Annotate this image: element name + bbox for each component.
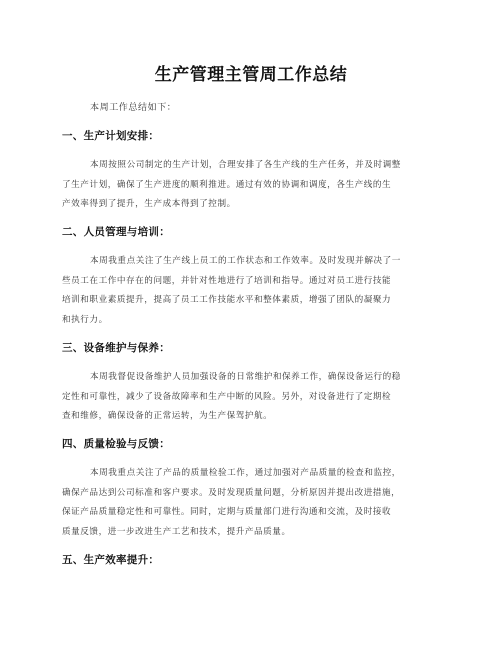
paragraph-line: 查和维修，确保设备的正常运转，为生产保驾护航。 (62, 411, 273, 421)
paragraph-line: 确保产品达到公司标准和客户要求。及时发现质量问题，分析原因并提出改进措施， (62, 487, 401, 498)
section-body (62, 464, 442, 542)
paragraph-line: 和执行力。 (62, 314, 108, 325)
paragraph-line: 质量反馈，进一步改进生产工艺和技术，提升产品质量。 (62, 526, 291, 537)
paragraph-line: 些员工在工作中存在的问题，并针对性地进行了培训和指导。通过对员工进行技能 (62, 275, 392, 286)
paragraph-line: 培训和职业素质提升，提高了员工工作技能水平和整体素质，增强了团队的凝聚力 (62, 295, 392, 305)
paragraph-line: 本周我重点关注了产品的质量检验工作，通过加强对产品质量的检查和监控， (90, 468, 401, 478)
section-efficiency-improvement (62, 552, 442, 567)
section-heading: 三、设备维护与保养： (62, 342, 170, 354)
section-staff-training (62, 224, 442, 330)
section-production-plan (62, 128, 442, 215)
paragraph-line: 了生产计划，确保了生产进度的顺利推进。通过有效的协调和调度，各生产线的生 (62, 179, 392, 190)
document-title: 生产管理主管周工作总结 (154, 65, 348, 85)
section-quality-inspection (62, 436, 442, 542)
section-body (62, 252, 442, 330)
paragraph-line: 本周按照公司制定的生产计划，合理安排了各生产线的生产任务，并及时调整 (90, 160, 401, 170)
section-heading: 二、人员管理与培训： (62, 226, 170, 238)
paragraph-line: 保证产品质量稳定性和可靠性。同时，定期与质量部门进行沟通和交流，及时接收 (62, 507, 392, 517)
intro-text: 本周工作总结如下： (90, 103, 177, 113)
paragraph-line: 本周我重点关注了生产线上员工的工作状态和工作效率。及时发现并解决了一 (90, 256, 401, 266)
paragraph-line: 产效率得到了提升，生产成本得到了控制。 (62, 199, 236, 209)
section-heading: 四、质量检验与反馈： (62, 438, 170, 450)
section-heading: 一、生产计划安排： (62, 130, 160, 142)
paragraph-line: 定性和可靠性，减少了设备故障率和生产中断的风险。另外，对设备进行了定期检 (62, 391, 392, 402)
paragraph-line: 本周我督促设备维护人员加强设备的日常维护和保养工作，确保设备运行的稳 (90, 372, 401, 382)
section-equipment-maintenance (62, 340, 442, 427)
section-body (62, 156, 442, 215)
section-body (62, 368, 442, 427)
section-heading: 五、生产效率提升： (62, 554, 160, 566)
